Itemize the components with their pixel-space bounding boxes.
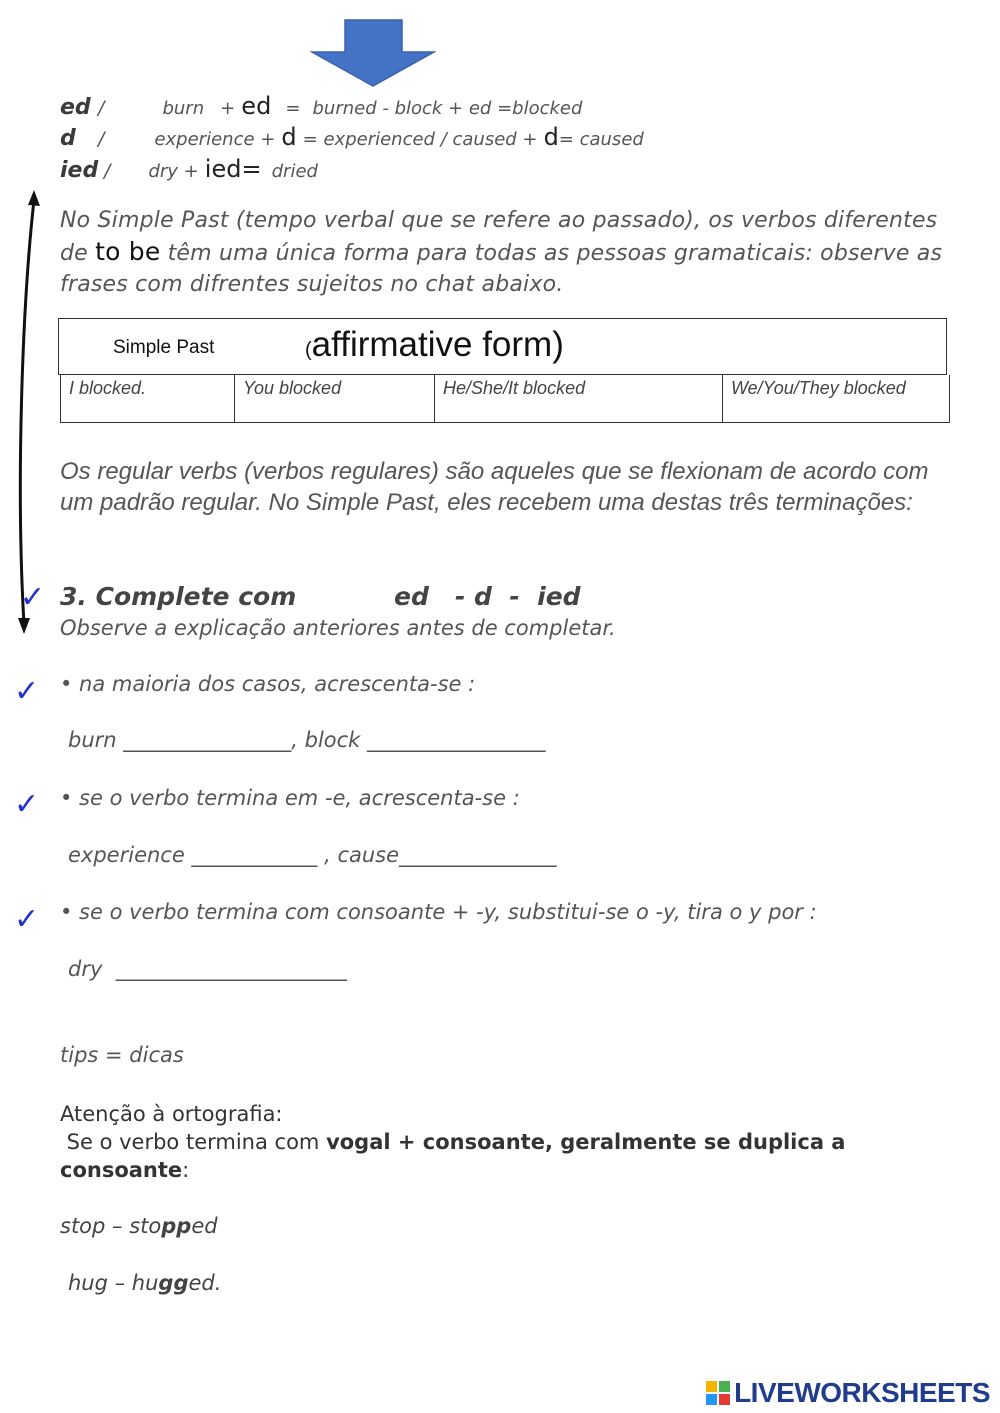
- example-bold: pp: [161, 1214, 192, 1238]
- check-icon: ✓: [20, 580, 46, 615]
- rule-suffix: ied=: [204, 155, 262, 183]
- rule-slash: /: [98, 97, 105, 119]
- example-bold: gg: [158, 1271, 189, 1295]
- table-subtitle-text: affirmative form): [311, 325, 564, 364]
- attention-block: [60, 1100, 960, 1184]
- exercise-heading: [60, 582, 581, 611]
- intro-to-be: to be: [95, 237, 161, 266]
- attention-bold: vogal + consoante, geralmente se duplica a consoante: [60, 1130, 846, 1182]
- rule-result: burned - block + ed =blocked: [312, 98, 583, 119]
- check-icon: ✓: [14, 674, 40, 709]
- rule-suffix2: d: [543, 123, 559, 151]
- exercise-endings: ed - d - ied: [394, 582, 581, 611]
- table-row: [60, 375, 950, 423]
- rule-tail: dried: [271, 161, 318, 182]
- rule-base: experience +: [154, 129, 276, 150]
- fill-blank-line[interactable]: experience ____________ , cause_______________: [68, 843, 557, 867]
- exercise-instruction: Observe a explicação anteriores antes de completar.: [60, 616, 616, 640]
- exercise-heading-text: 3. Complete com: [60, 582, 297, 611]
- table-paren: (: [305, 339, 312, 361]
- bullet-rule: • se o verbo termina com consoante + -y, substitui-se o -y, tira o y por :: [60, 900, 817, 924]
- rule-slash: /: [104, 160, 111, 182]
- rule-tail: = caused: [558, 129, 644, 150]
- liveworksheets-logo[interactable]: [706, 1377, 990, 1409]
- rule-slash: /: [98, 128, 105, 150]
- fill-blank-line[interactable]: dry ______________________: [68, 957, 347, 981]
- attention-end: :: [182, 1158, 190, 1182]
- check-icon: ✓: [14, 787, 40, 822]
- rule-plus: +: [220, 98, 236, 119]
- example-stop: [60, 1214, 218, 1238]
- double-arrow-icon: [8, 188, 48, 638]
- regular-verbs-paragraph: Os regular verbs (verbos regulares) são aqueles que se flexionam de acordo com um padrão regular. No Simple Past, eles recebem uma destas três terminações:: [60, 458, 929, 516]
- rule-base: burn: [162, 98, 205, 119]
- rule-suffix: ed: [241, 92, 272, 120]
- logo-icon: [706, 1381, 730, 1405]
- bullet-rule: • na maioria dos casos, acrescenta-se :: [60, 672, 476, 696]
- example-post: ed: [191, 1214, 218, 1238]
- rule-ed: [60, 92, 582, 120]
- attention-plain: Se o verbo termina com: [60, 1130, 327, 1154]
- intro-before: No Simple Past (tempo verbal que se refere ao passado), os verbos diferentes de: [60, 208, 938, 266]
- rule-d: [60, 123, 644, 151]
- rule-mid: = experienced / caused +: [302, 129, 538, 150]
- table-cell: He/She/It blocked: [435, 375, 723, 422]
- table-title: Simple Past: [113, 337, 215, 358]
- rule-suffix: d: [281, 123, 297, 151]
- bullet-rule: • se o verbo termina em -e, acrescenta-se :: [60, 786, 520, 810]
- attention-line: [60, 1128, 960, 1184]
- intro-after: têm uma única forma para todas as pessoas gramaticais: observe as frases com difrentes sujeitos no chat abaixo.: [60, 241, 943, 297]
- example-post: ed.: [188, 1271, 222, 1295]
- table-cell: You blocked: [235, 375, 435, 422]
- attention-title: Atenção à ortografia:: [60, 1102, 283, 1126]
- intro-paragraph: [60, 205, 960, 300]
- rule-ending: ed: [60, 95, 91, 120]
- tips-text: tips = dicas: [60, 1043, 184, 1067]
- brand-text: LIVEWORKSHEETS: [734, 1377, 990, 1408]
- rule-ending: ied: [60, 158, 99, 183]
- example-pre: stop – sto: [60, 1214, 162, 1238]
- rule-ied: [60, 155, 318, 183]
- rule-eq: =: [285, 98, 301, 119]
- table-cell: We/You/They blocked: [731, 378, 906, 398]
- rule-base: dry +: [148, 161, 199, 182]
- table-cell: I blocked.: [61, 375, 235, 422]
- example-pre: hug – hu: [68, 1271, 159, 1295]
- fill-blank-line[interactable]: burn ________________, block _________________: [68, 728, 546, 752]
- table-header: [58, 318, 947, 375]
- check-icon: ✓: [14, 902, 40, 937]
- table-subtitle: [305, 325, 564, 365]
- rule-ending: d: [60, 126, 76, 151]
- example-hug: [68, 1271, 221, 1295]
- down-arrow-icon: [310, 18, 436, 88]
